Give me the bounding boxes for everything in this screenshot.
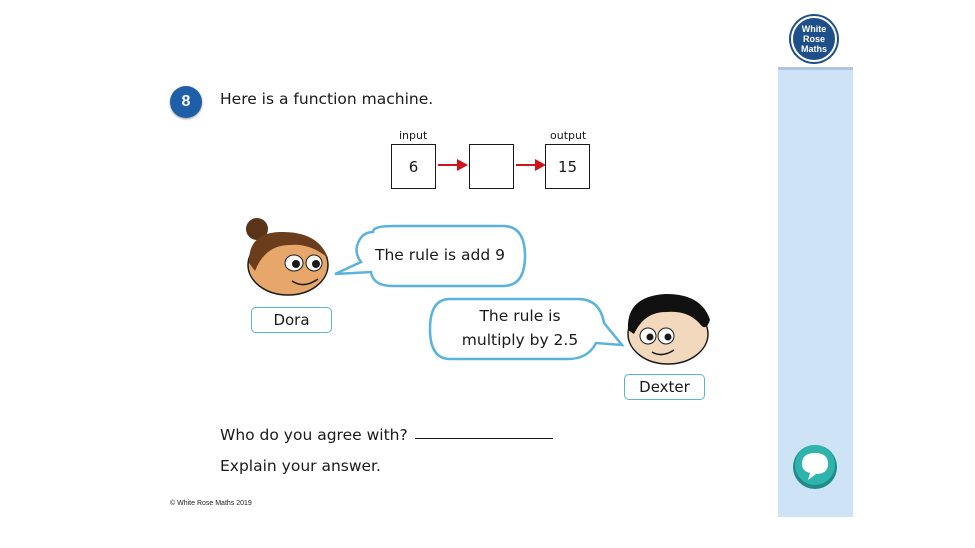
output-box: 15 — [545, 144, 590, 189]
question-number-badge: 8 — [170, 86, 202, 118]
explain-prompt: Explain your answer. — [220, 457, 381, 475]
side-panel — [778, 0, 853, 517]
logo-line-3: Maths — [800, 44, 827, 54]
speech-bubble-icon[interactable] — [792, 444, 838, 490]
dexter-speech-text-line-2: multiply by 2.5 — [461, 331, 579, 349]
logo-line-1: White — [801, 24, 827, 34]
dora-speech-text: The rule is add 9 — [375, 246, 505, 264]
input-label: input — [399, 129, 428, 142]
logo-area — [778, 0, 853, 70]
copyright: © White Rose Maths 2019 — [170, 500, 252, 507]
input-box: 6 — [391, 144, 436, 189]
dexter-speech-text-line-1: The rule is — [479, 307, 561, 325]
dora-face-icon — [240, 213, 332, 297]
dora-name-label: Dora — [251, 307, 332, 333]
dexter-face-icon — [622, 290, 714, 368]
agree-question: Who do you agree with? — [220, 426, 408, 444]
logo-line-2: Rose — [802, 34, 825, 44]
dexter-name-label: Dexter — [624, 374, 705, 400]
rule-box — [469, 144, 514, 189]
output-label: output — [550, 129, 587, 142]
answer-line[interactable] — [415, 438, 553, 439]
white-rose-maths-logo — [791, 16, 837, 62]
question-prompt: Here is a function machine. — [220, 90, 434, 108]
arrow-right-icon — [437, 158, 469, 172]
arrow-right-icon — [515, 158, 547, 172]
